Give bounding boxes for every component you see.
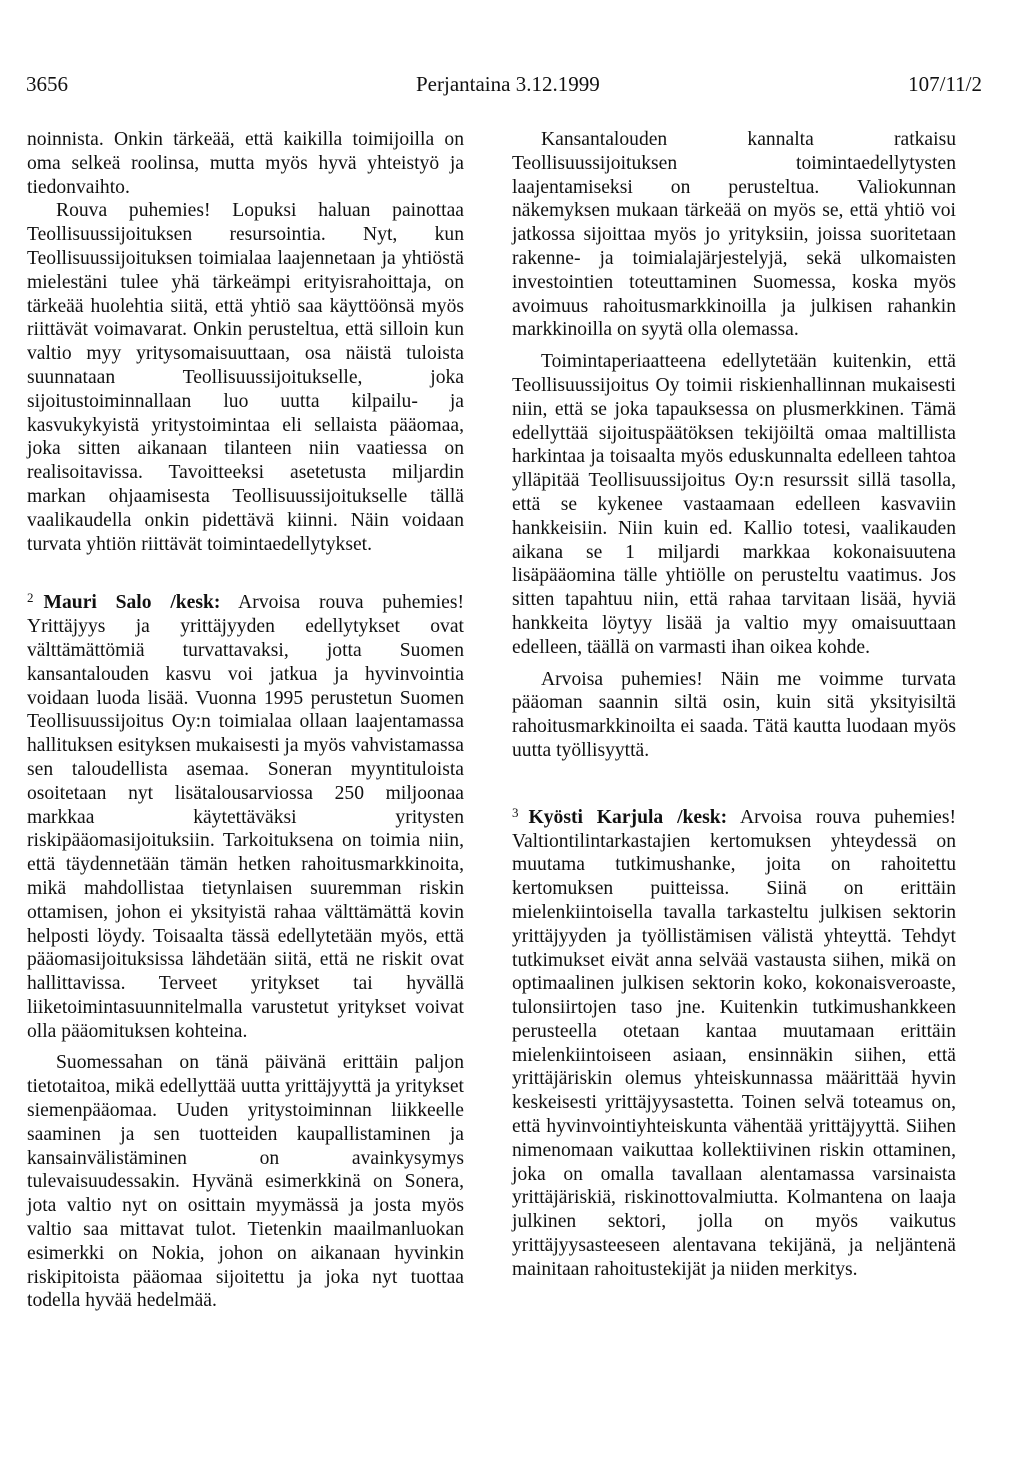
speech-marker: 2 xyxy=(27,590,34,606)
page-number: 3656 xyxy=(26,72,68,96)
right-column xyxy=(512,128,956,1282)
paragraph: Rouva puhemies! Lopuksi haluan painottaa Teollisuussijoituksen resursointia. Nyt, kun Teollisuussijoituksen toimialaa laajennetaan ja yhtiöstä mielestäni tulee yhä tärkeämpi erityisrahoittaja, on tärkeää huolehtia siitä, että yhtiö saa käyttöönsä myös riittävät voimavarat. Onkin perusteltua, että silloin kun valtio myy yritysomaisuuttaan, osa näistä tuloista suunnataan Teollisuussijoitukselle, joka sijoitustoiminnallaan luo uutta kilpailu- ja kasvukykyistä yritystoimintaa eli sellaista pääomaa, joka sitten aikanaan tilanteen niin vaatiessa on realisoitavissa. Tavoitteeksi asetetusta miljardin markan ohjaamisesta Teollisuussijoitukselle tällä vaalikaudella onkin pidettävä kiinni. Näin voidaan turvata yhtiön riittävät toimintaedellytykset. xyxy=(27,200,464,555)
issue-number: 107/11/2 xyxy=(908,72,982,96)
speech-marker: 3 xyxy=(512,804,519,820)
speaker-name: Kyösti Karjula /kesk: xyxy=(528,806,728,828)
page-header xyxy=(26,72,982,104)
left-column xyxy=(27,128,464,1313)
paragraph: Arvoisa puhemies! Näin me voimme turvata pääoman saannin siltä osin, kuin sitä yksityisiltä rahoitusmarkkinoilta ei saada. Tätä kautta luodaan myös uutta työllisyyttä. xyxy=(512,668,956,761)
paragraph: noinnista. Onkin tärkeää, että kaikilla toimijoilla on oma selkeä roolinsa, mutta myös hyvä yhteistyö ja tiedonvaihto. xyxy=(27,129,464,198)
paragraph: Kansantalouden kannalta ratkaisu Teollisuussijoituksen toimintaedellytysten laajentamiseksi on perusteltua. Valiokunnan näkemyksen mukaan tärkeää on myös se, että yhtiö voi jatkossa sijoittaa myös jo yrityksiin, joissa suoritetaan rakenne- ja toimialajärjestelyjä, sekä ulkomaisten investointien toteuttaminen Suomessa, koska myös avoimuus rahoitusmarkkinoilla ja julkisen rahankin markkinoilla on syytä olla olemassa. xyxy=(512,129,956,341)
paragraph: Suomessahan on tänä päivänä erittäin paljon tietotaitoa, mikä edellyttää uutta yrittäjyyttä ja yritykset siemenpääomaa. Uuden yritystoiminnan liikkeelle saaminen ja sen tuotteiden kaupallistaminen ja kansainvälistäminen on avainkysymys tulevaisuudessakin. Hyvänä esimerkkinä on Sonera, jota valtio nyt on osittain myymässä ja josta myös valtio saa mittavat tulot. Tietenkin maailmanluokan esimerkki on Nokia, johon on aikanaan hyvinkin riskipitoista pääomaa sijoitettu ja joka nyt tuottaa todella hyvää hedelmää. xyxy=(27,1052,464,1312)
speech-kyosti-karjula xyxy=(512,801,956,1282)
speaker-name: Mauri Salo /kesk: xyxy=(43,592,221,614)
speech-mauri-salo xyxy=(27,586,464,1043)
paragraph: Toimintaperiaatteena edellytetään kuitenkin, että Teollisuussijoitus Oy toimii riskienhallinnan mukaisesti niin, että se joka tapauksessa on plusmerkkinen. Tämä edellyttää sijoituspäätöksen tekijöiltä omaa maltillista harkintaa ja toisaalta myös eduskunnalta edelleen tahtoa ylläpitää Teollisuussijoitus Oy:n resurssit sillä tasolla, että se kykenee vastaamaan edelleen kasvaviin hankkeisiin. Niin kuin ed. Kallio totesi, vaalikauden aikana se 1 miljardi markkaa kokonaisuutena lisäpääomina tälle yhtiölle on perusteltu vaatimus. Jos sitten tapahtuu niin, että rahaa tarvitaan lisää, hyviä hankkeita löytyy lisää ja valtio myy omaisuuttaan edelleen, täällä on varmasti ihan oikea kohde. xyxy=(512,351,956,658)
session-date: Perjantaina 3.12.1999 xyxy=(416,72,600,96)
speech-text: Arvoisa rouva puhemies! Valtiontilintarkastajien kertomuksen yhteydessä on muutama tutkimushanke, joita on rahoitettu kertomuksen puitteissa. Siinä on erittäin mielenkiintoisella tavalla tarkasteltu julkisen sektorin yrittäjyyden ja työllistämisen välistä yhteyttä. Tehdyt tutkimukset eivät anna selvää vastausta siihen, mikä on optimaalinen julkisen sektorin koko, kokonaisveroaste, tulonsiirtojen taso jne. Kuitenkin tutkimushankkeen perusteella otetaan kantaa muutamaan erittäin mielenkiintoiseen asiaan, ensinnäkin siihen, että yrittäjäriskin olemus yhteiskunnassa määrittää hyvin keskeisesti yrittäjyysastetta. Toinen selvä toteamus on, että hyvinvointiyhteiskunta vähentää yrittäjyyttä. Siihen nimenomaan vaikuttaa kollektiivinen riskin ottaminen, joka on omalla tavallaan alentamassa varsinaista yrittäjäriskiä, riskinottovalmiutta. Kolmantena on laaja julkinen sektori, jolla on myös vaikutus yrittäjyysasteeseen alentavana tekijänä, ja neljäntenä mainitaan rahoitustekijät ja niiden merkitys. xyxy=(512,806,956,1280)
speech-text: Arvoisa rouva puhemies! Yrittäjyys ja yrittäjyyden edellytykset ovat välttämättömiä turvattavaksi, jotta Suomen kansantalouden kasvu voi jatkua ja hyvinvointia voidaan luoda lisää. Vuonna 1995 perustetun Suomen Teollisuussijoitus Oy:n toimialaa ollaan laajentamassa hallituksen esityksen mukaisesti ja myös vahvistamassa sen taloudellista asemaa. Soneran myyntituloista osoitetaan nyt lisätalousarviossa 250 miljoonaa markkaa käytettäväksi yritysten riskipääomasijoituksiin. Tarkoituksena on toimia niin, että täydennetään tämän hetken rahoitusmarkkinoita, mikä mahdollistaa tietynlaisen suuremman riskin ottamisen, johon ei yksityistä rahaa välttämättä kovin helposti löydy. Toisaalta tässä edellytetään myös, että pääomasijoituksissa lähdetään siitä, että ne riskit ovat hallittavissa. Terveet yritykset tai hyvällä liiketoimintasuunnitelmalla varustetut yritykset voivat olla pääomituksen kohteina. xyxy=(27,592,464,1042)
